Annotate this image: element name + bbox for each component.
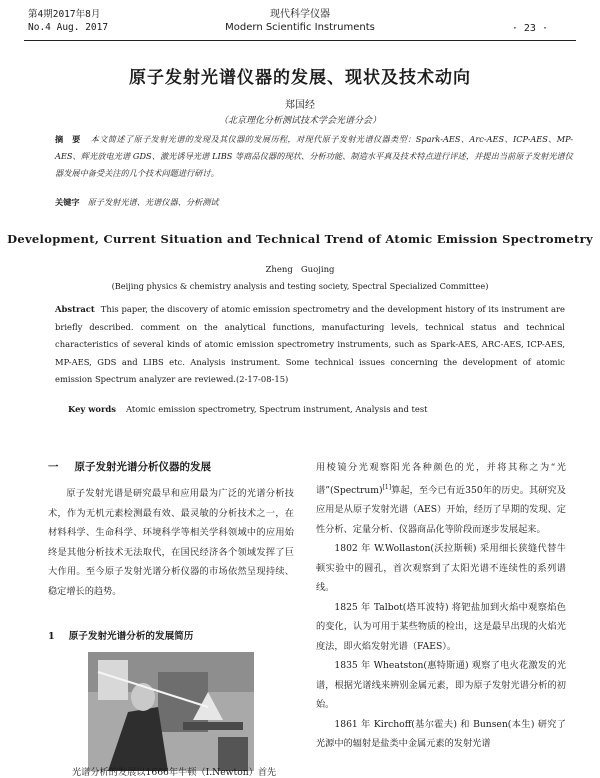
left-paragraph: 原子发射光谱是研究最早和应用最为广泛的光谱分析技术，作为无机元素检测最有效、最灵敏的分析技术之一，在材料科学、生命科学、环境科学等相关学科领域中的应用始终是其他分析技术无法取代，在国民经济各个领域发挥了巨大作用。至今原子发射光谱分析仪器的市场依然呈现持续、稳定增长的趋势。 bbox=[48, 488, 294, 597]
section-number: 一 bbox=[48, 461, 59, 473]
journal-name bbox=[0, 8, 600, 34]
author-cn: 郑国经 bbox=[285, 100, 315, 111]
ref-1: [1] bbox=[382, 483, 392, 491]
right-paragraph-2: 1802 年 W.Wollaston(沃拉斯顿) 采用细长狭缝代替牛顿实验中的圆孔，首次观察到了太阳光谱不连续性的系列谱线。 bbox=[316, 543, 566, 594]
page-number: · 23 · bbox=[511, 23, 548, 34]
abstract-cn bbox=[55, 131, 573, 182]
right-p1-a: 用棱镜分光观察阳光各种颜色的光，并将其称之为“光谱”(Spectrum) bbox=[316, 462, 566, 496]
historical-illustration bbox=[88, 652, 254, 771]
subsection-number: 1 bbox=[48, 631, 55, 642]
journal-en: Modern Scientific Instruments bbox=[225, 22, 375, 33]
author-en-last: Guojing bbox=[300, 265, 335, 275]
abstract-en-text: This paper, the discovery of atomic emission spectrometry and the development history of its instrument are briefly described. comment on the analytical functions, manufacturing levels, technical status and technical characteristics of several kinds of atomic emission spectrometry instruments, such as Spark-AES, ARC-AES, ICP-AES, MP-AES, GDS and LIBS etc. Analysis instrument. Some technical issues concerning the development of atomic emission Spectrum analyzer are reviewed.(2-17-08-15) bbox=[55, 304, 565, 384]
keywords-en-text: Atomic emission spectrometry, Spectrum instrument, Analysis and test bbox=[125, 404, 428, 414]
issue-cn: 第4期2017年8月 bbox=[28, 9, 101, 20]
newton-prism-photo bbox=[88, 652, 254, 771]
section-title: 原子发射光谱分析仪器的发展 bbox=[74, 461, 211, 473]
author-en-first: Zheng bbox=[265, 265, 293, 275]
subsection-title: 原子发射光谱分析的发展简历 bbox=[68, 631, 194, 642]
title-cn: 原子发射光谱仪器的发展、现状及技术动向 bbox=[129, 68, 471, 88]
keywords-cn-text: 原子发射光谱、光谱仪器、分析测试 bbox=[87, 197, 219, 207]
abstract-en-label: Abstract bbox=[55, 304, 95, 314]
left-cut-line: 光谱分析的发展以1666年牛顿（I.Newton）首先 bbox=[72, 767, 277, 778]
header-rule bbox=[24, 40, 576, 41]
author-en bbox=[0, 265, 600, 275]
abstract-cn-text: 本文简述了原子发射光谱的发现及其仪器的发展历程，对现代原子发射光谱仪器类型：Spark-AES、Arc-AES、ICP-AES、MP-AES、辉光放电光谱 GDS、激光诱导光谱 LIBS 等商品仪器的现状、分析功能、制造水平真及技术特点进行评述，并提出当前原子发射光谱仪器发展中备受关注的几个技术问题进行研讨。 bbox=[55, 134, 573, 178]
keywords-en bbox=[68, 404, 568, 414]
affiliation-en: (Beijing physics & chemistry analysis and testing society, Spectral Specialized Committee) bbox=[111, 281, 489, 291]
left-column bbox=[48, 484, 294, 601]
right-paragraph-3: 1825 年 Talbot(塔耳波特) 将钯盐加到火焰中观察焰色的变化，认为可用于某些物质的检出，这是最早出现的火焰光度法，即火焰发射光谱（FAES）。 bbox=[316, 601, 566, 652]
title-en: Development, Current Situation and Technical Trend of Atomic Emission Spectrometry bbox=[7, 232, 593, 246]
right-paragraph-1 bbox=[316, 458, 566, 539]
keywords-cn bbox=[55, 197, 573, 208]
abstract-cn-label: 摘 要 bbox=[55, 134, 81, 144]
right-column bbox=[316, 458, 566, 754]
right-paragraph-4: 1835 年 Wheatston(惠特斯通) 观察了电火花激发的光谱，根据光谱线来辨别金属元素，即为原子发射光谱分析的初始。 bbox=[316, 660, 566, 711]
issue-en: No.4 Aug. 2017 bbox=[28, 22, 109, 33]
right-p1-b: 算起，至今已有近350年的历史。其研究及应用是从原子发射光谱（AES）开始，经历了早期的发现、定性分析、定量分析、仪器商品化等阶段而逐步发展起来。 bbox=[316, 484, 566, 535]
keywords-en-label: Key words bbox=[68, 404, 116, 414]
affiliation-cn: （北京理化分析测试技术学会光谱分会） bbox=[218, 116, 381, 126]
subsection-heading bbox=[48, 628, 207, 642]
keywords-cn-label: 关键字 bbox=[55, 197, 80, 207]
journal-cn: 现代科学仪器 bbox=[270, 9, 330, 20]
abstract-en bbox=[55, 301, 565, 389]
section-heading bbox=[48, 459, 227, 474]
right-paragraph-5: 1861 年 Kirchoff(基尔霍夫) 和 Bunsen(本生) 研究了光源中的辐射是盐类中金属元素的发射光谱 bbox=[316, 718, 566, 750]
